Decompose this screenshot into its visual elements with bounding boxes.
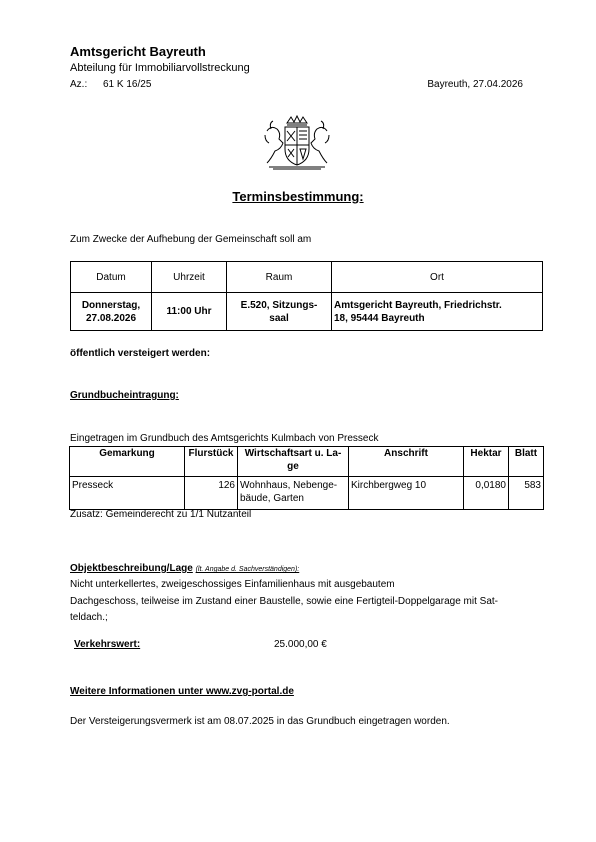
table-header-row [70,447,544,477]
intro-text: Zum Zwecke der Aufhebung der Gemeinschaft soll am [70,234,312,245]
place-cell [332,293,543,331]
object-heading: Objektbeschreibung/Lage [70,563,193,574]
column-header-raum: Raum [227,262,332,293]
register-heading: Grundbucheintragung: [70,390,179,401]
date-weekday: Donnerstag, [81,299,141,311]
date-value: 27.08.2026 [85,312,137,324]
column-header-wirtschaftsart [238,447,349,477]
column-header-uhrzeit: Uhrzeit [152,262,227,293]
market-value-amount: 25.000,00 € [274,639,327,650]
department-name: Abteilung für Immobiliarvollstreckung [70,62,250,74]
object-line-2: Dachgeschoss, teilweise im Zustand einer Baustelle, sowie eine Fertigteil-Doppelgarage mit Sat- [70,596,498,607]
register-note: Zusatz: Gemeinderecht zu 1/1 Nutzanteil [70,509,252,520]
object-heading-note: (lt. Angabe d. Sachverständigen): [195,566,300,573]
table-row [71,293,543,331]
room-line-2: saal [269,312,289,324]
more-info-link[interactable]: Weitere Informationen unter www.zvg-portal.de [70,686,294,697]
place-line-1: Amtsgericht Bayreuth, Friedrichstr. [334,299,502,311]
footer-text: Der Versteigerungsvermerk ist am 08.07.2025 in das Grundbuch eingetragen worden. [70,716,450,727]
coat-of-arms-icon [261,113,333,171]
gemarkung-cell: Presseck [70,477,185,510]
column-header-anschrift: Anschrift [349,447,464,477]
wirtschaftsart-line-1: Wohnhaus, Nebenge- [240,480,338,491]
court-name: Amtsgericht Bayreuth [70,44,206,59]
place-line-2: 18, 95444 Bayreuth [334,312,425,324]
register-intro: Eingetragen im Grundbuch des Amtsgerichts Kulmbach von Presseck [70,433,379,444]
date-cell [71,293,152,331]
object-line-3: teldach.; [70,612,108,623]
wirtschaftsart-header-line-1: Wirtschaftsart u. La- [244,448,342,459]
case-number: 61 K 16/25 [103,79,152,90]
column-header-flurstueck: Flurstück [185,447,238,477]
wirtschaftsart-cell [238,477,349,510]
anschrift-cell: Kirchbergweg 10 [349,477,464,510]
place-date: Bayreuth, 27.04.2026 [427,79,523,90]
auction-text: öffentlich versteigert werden: [70,348,211,359]
hektar-cell: 0,0180 [464,477,509,510]
wirtschaftsart-header-line-2: ge [287,461,299,472]
object-line-1: Nicht unterkellertes, zweigeschossiges Einfamilienhaus mit ausgebautem [70,579,395,590]
room-cell [227,293,332,331]
market-value-label: Verkehrswert: [74,639,141,650]
page-title: Terminsbestimmung: [232,189,364,204]
register-table [69,446,544,510]
schedule-table [70,261,543,331]
column-header-ort: Ort [332,262,543,293]
case-number-label: Az.: [70,79,88,90]
blatt-cell: 583 [509,477,544,510]
column-header-datum: Datum [71,262,152,293]
column-header-hektar: Hektar [464,447,509,477]
room-line-1: E.520, Sitzungs- [240,299,318,311]
flurstueck-cell: 126 [185,477,238,510]
wirtschaftsart-line-2: bäude, Garten [240,493,304,504]
table-header-row [71,262,543,293]
column-header-blatt: Blatt [509,447,544,477]
time-cell: 11:00 Uhr [152,293,227,331]
object-heading-row [70,563,299,574]
table-row [70,477,544,510]
column-header-gemarkung: Gemarkung [70,447,185,477]
